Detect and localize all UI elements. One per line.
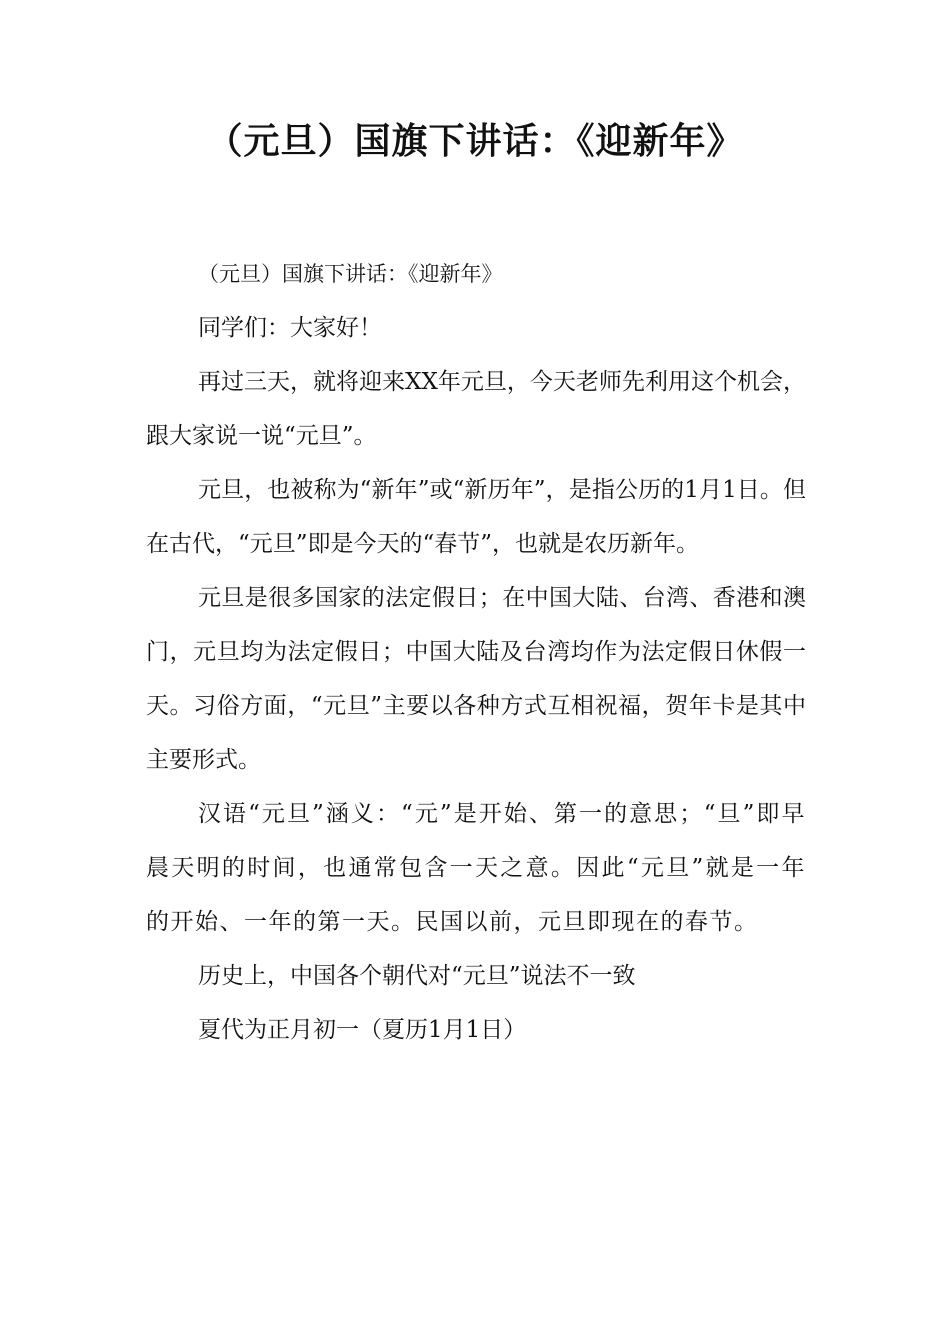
intro-paragraph: 再过三天，就将迎来XX年元旦，今天老师先利用这个机会，跟大家说一说“元旦”。 <box>146 369 806 449</box>
meaning-paragraph: 汉语“元旦”涵义：“元”是开始、第一的意思；“旦”即早晨天明的时间，也通常包含一天之意。因此“元旦”就是一年的开始、一年的第一天。民国以前，元旦即现在的春节。 <box>146 801 806 935</box>
greeting-paragraph: 同学们：大家好！ <box>198 315 382 341</box>
subtitle-paragraph: （元旦）国旗下讲话：《迎新年》 <box>198 262 503 286</box>
document-body <box>146 247 806 1057</box>
xia-dynasty-paragraph: 夏代为正月初一（夏历1月1日） <box>198 1017 527 1043</box>
document-title: （元旦）国旗下讲话：《迎新年》 <box>206 121 744 162</box>
definition-paragraph: 元旦，也被称为“新年”或“新历年”，是指公历的1月1日。但在古代，“元旦”即是今天的“春节”，也就是农历新年。 <box>146 477 806 557</box>
history-paragraph: 历史上，中国各个朝代对“元旦”说法不一致 <box>198 963 636 989</box>
holiday-paragraph: 元旦是很多国家的法定假日；在中国大陆、台湾、香港和澳门，元旦均为法定假日；中国大陆及台湾均作为法定假日休假一天。习俗方面，“元旦”主要以各种方式互相祝福，贺年卡是其中主要形式。 <box>146 585 806 773</box>
